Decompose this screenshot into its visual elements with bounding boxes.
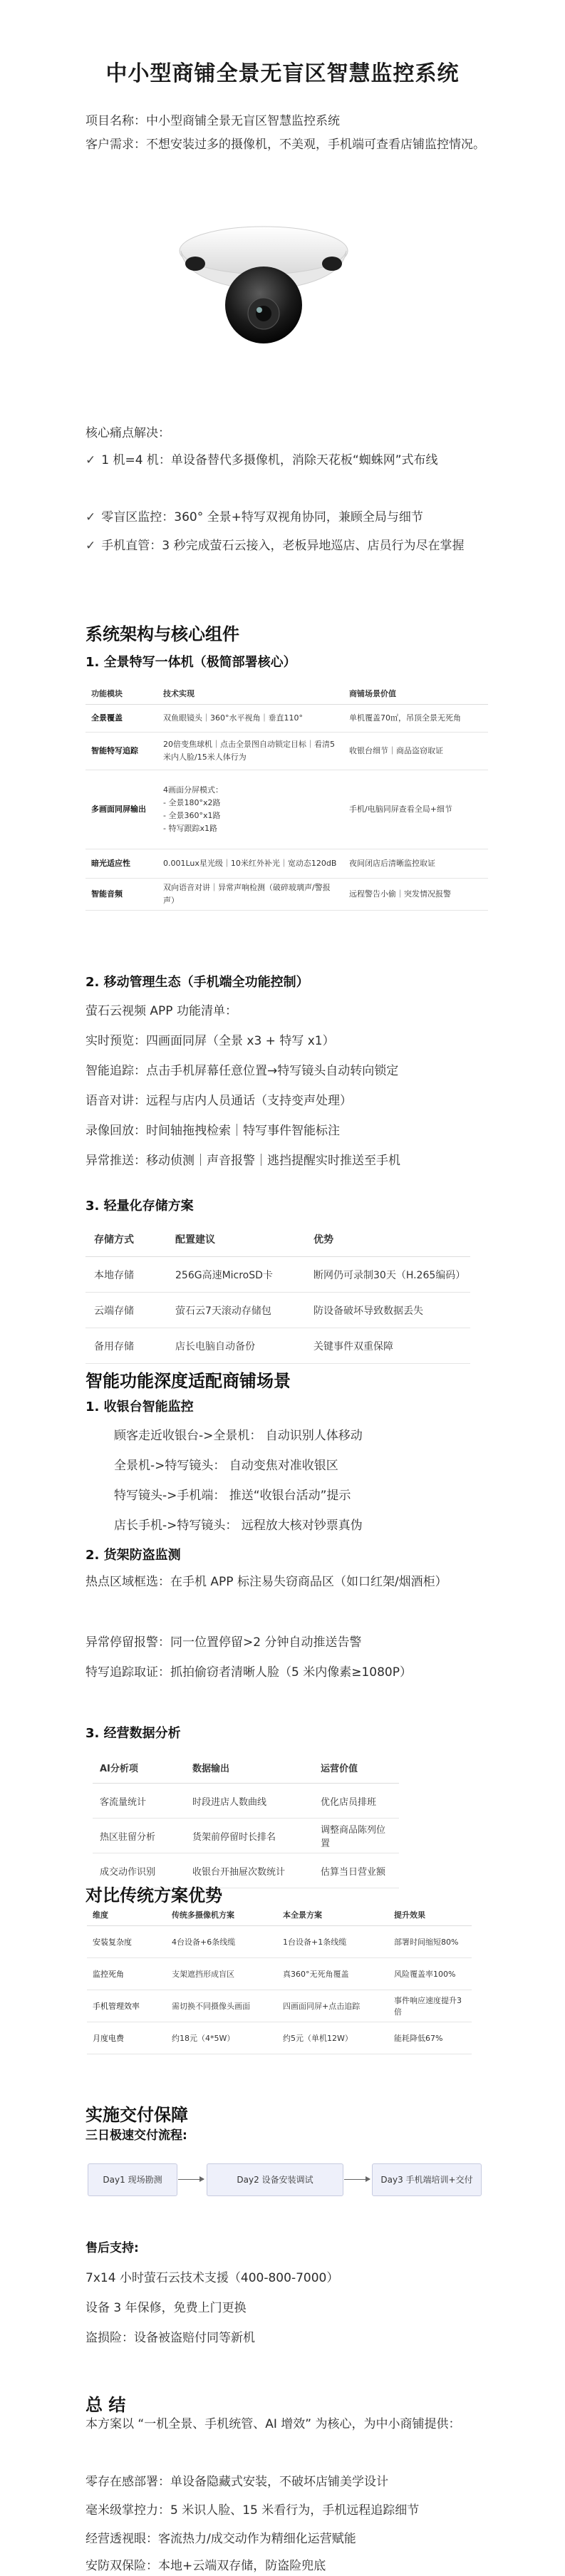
table-header: 提升效果 [388,1904,472,1926]
pain-item-1: ✓ 1 机=4 机：单设备替代多摄像机，消除天花板“蜘蛛网”式布线 [85,446,492,475]
list-item: 设备 3 年保修，免费上门更换 [85,2301,247,2315]
table-row: 客流量统计 时段进店人数曲线 优化店员排班 [93,1784,399,1819]
table-row: 监控死角 支架遮挡形成盲区 真360°无死角覆盖 风险覆盖率100% [87,1958,472,1990]
section-heading-compare: 对比传统方案优势 [85,1886,222,1905]
list-item: 盗损险：设备被盗赔付同等新机 [85,2331,255,2345]
check-icon: ✓ [85,453,96,467]
table-header: 数据输出 [185,1752,313,1784]
table-header: 配置建议 [167,1222,305,1257]
check-icon: ✓ [85,539,96,553]
table-row: 全景覆盖 双鱼眼镜头｜360°水平视角｜垂直110° 单机覆盖70㎡，吊顶全景无死角 [85,705,488,733]
table-compare [87,1904,472,2054]
table-row: 多画面同屏输出 4画面分屏模式： - 全景180°x2路 - 全景360°x1路 - 特写跟踪x1路 手机/电脑同屏查看全局+细节 [85,770,488,849]
list-item: 实时预览：四画面同屏（全景 x3 + 特写 x1） [85,1034,335,1048]
table-row: 成交动作识别 收银台开抽屉次数统计 估算当日营业额 [93,1853,399,1888]
table-row: 暗光适应性 0.001Lux星光级｜10米红外补光｜宽动态120dB 夜间闭店后清晰监控取证 [85,849,488,879]
list-item: 智能追踪：点击手机屏幕任意位置→特写镜头自动转向锁定 [85,1064,399,1078]
check-icon: ✓ [85,510,96,524]
arrow-icon [344,2179,370,2180]
subheading-shelf: 2. 货架防盗监测 [85,1548,181,1563]
shelf-alarm: 异常停留报警：同一位置停留>2 分钟自动推送告警 [85,1635,362,1650]
subheading-analytics: 3. 经营数据分析 [85,1726,181,1741]
flow-step-day1: Day1 现场勘测 [88,2163,177,2196]
table-header: 技术实现 [157,683,343,705]
table-header: 商铺场景价值 [343,683,488,705]
after-sales-heading: 售后支持: [85,2241,139,2255]
flow-item: 店长手机->特写镜头： 远程放大核对钞票真伪 [114,1519,363,1533]
table-row: 安装复杂度 4台设备+6条线缆 1台设备+1条线缆 部署时间缩短80% [87,1926,472,1958]
list-item: 安防双保险：本地+云端双存储，防盗险兜底 [85,2559,326,2573]
project-name: 项目名称：中小型商铺全景无盲区智慧监控系统 [85,114,340,128]
flow-item: 特写镜头->手机端： 推送“收银台活动”提示 [114,1489,351,1503]
table-header: 运营价值 [313,1752,399,1784]
table-header: 功能模块 [85,683,157,705]
list-item: 异常推送：移动侦测｜声音报警｜逃挡提醒实时推送至手机 [85,1154,400,1168]
pain-heading: 核心痛点解决： [85,426,170,440]
shelf-evidence: 特写追踪取证：抓拍偷窃者清晰人脸（5 米内像素≥1080P） [85,1665,412,1680]
table-row: 本地存储 256G高速MicroSD卡 断网仍可录制30天（H.265编码） [85,1257,470,1293]
flow-step-day3: Day3 手机端培训+交付 [372,2163,482,2196]
list-item: 录像回放：时间轴拖拽检索｜特写事件智能标注 [85,1124,340,1138]
section-heading-architecture: 系统架构与核心组件 [85,624,239,644]
shelf-hotspot: 热点区域框选：在手机 APP 标注易失窃商品区（如口红架/烟酒柜） [85,1575,447,1589]
table-row: 月度电费 约18元（4*5W） 约5元（单机12W） 能耗降低67% [87,2022,472,2054]
section-heading-delivery: 实施交付保障 [85,2105,188,2125]
table-analytics [93,1752,399,1888]
section-heading-summary: 总 结 [85,2395,126,2415]
flow-item: 顾客走近收银台->全景机： 自动识别人体移动 [114,1429,363,1443]
table-header: 存储方式 [85,1222,167,1257]
table-row: 智能特写追踪 20倍变焦球机｜点击全景图自动锁定目标｜看清5米内人脸/15米人体行为 收银台细节｜商品盗窃取证 [85,733,488,770]
table-row: 热区驻留分析 货架前停留时长排名 调整商品陈列位置 [93,1819,399,1853]
flow-item: 全景机->特写镜头： 自动变焦对准收银区 [114,1459,338,1473]
list-item: 经营透视眼：客流热力/成交动作为精细化运营赋能 [85,2532,356,2546]
table-header: 维度 [87,1904,166,1926]
list-item: 零存在感部署：单设备隐藏式安装，不破坏店铺美学设计 [85,2475,388,2489]
subheading-cashier: 1. 收银台智能监控 [85,1400,194,1414]
table-row: 云端存储 萤石云7天滚动存储包 防设备破坏导致数据丢失 [85,1293,470,1328]
arrow-icon [178,2179,204,2180]
table-header: 优势 [305,1222,470,1257]
section-heading-smart: 智能功能深度适配商铺场景 [85,1371,291,1391]
delivery-subheading: 三日极速交付流程: [85,2128,187,2143]
subheading-panorama-camera: 1. 全景特写一体机（极简部署核心） [85,655,296,670]
pain-item-2: ✓ 零盲区监控：360° 全景+特写双视角协同，兼顾全局与细节 [85,503,492,532]
table-header: AI分析项 [93,1752,185,1784]
camera-image [171,214,356,349]
table-header: 传统多摄像机方案 [166,1904,277,1926]
subheading-storage: 3. 轻量化存储方案 [85,1199,194,1214]
list-item: 毫米级掌控力：5 米识人脸、15 米看行为，手机远程追踪细节 [85,2503,420,2518]
table-storage [85,1222,470,1364]
pain-item-3: ✓ 手机直管：3 秒完成萤石云接入，老板异地巡店、店员行为尽在掌握 [85,532,492,560]
table-row: 手机管理效率 需切换不同摄像头画面 四画面同屏+点击追踪 事件响应速度提升3倍 [87,1990,472,2022]
list-item: 语音对讲：远程与店内人员通话（支持变声处理） [85,1094,352,1108]
list-item: 萤石云视频 APP 功能清单： [85,1004,237,1018]
summary-paragraph: 本方案以 “一机全景、手机统管、AI 增效” 为核心，为中小商铺提供： [85,2417,461,2431]
table-header: 本全景方案 [277,1904,388,1926]
flow-step-day2: Day2 设备安装调试 [207,2163,343,2196]
client-needs: 客户需求：不想安装过多的摄像机，不美观，手机端可查看店铺监控情况。 [85,138,485,152]
table-row: 智能音频 双向语音对讲｜异常声响检测（破碎玻璃声/警报声） 远程警告小偷｜突发情况报警 [85,879,488,911]
subheading-mobile: 2. 移动管理生态（手机端全功能控制） [85,975,309,990]
page-title: 中小型商铺全景无盲区智慧监控系统 [105,61,460,86]
list-item: 7x14 小时萤石云技术支援（400-800-7000） [85,2271,339,2285]
table-camera-modules [85,683,488,911]
table-row: 备用存储 店长电脑自动备份 关键事件双重保障 [85,1328,470,1364]
